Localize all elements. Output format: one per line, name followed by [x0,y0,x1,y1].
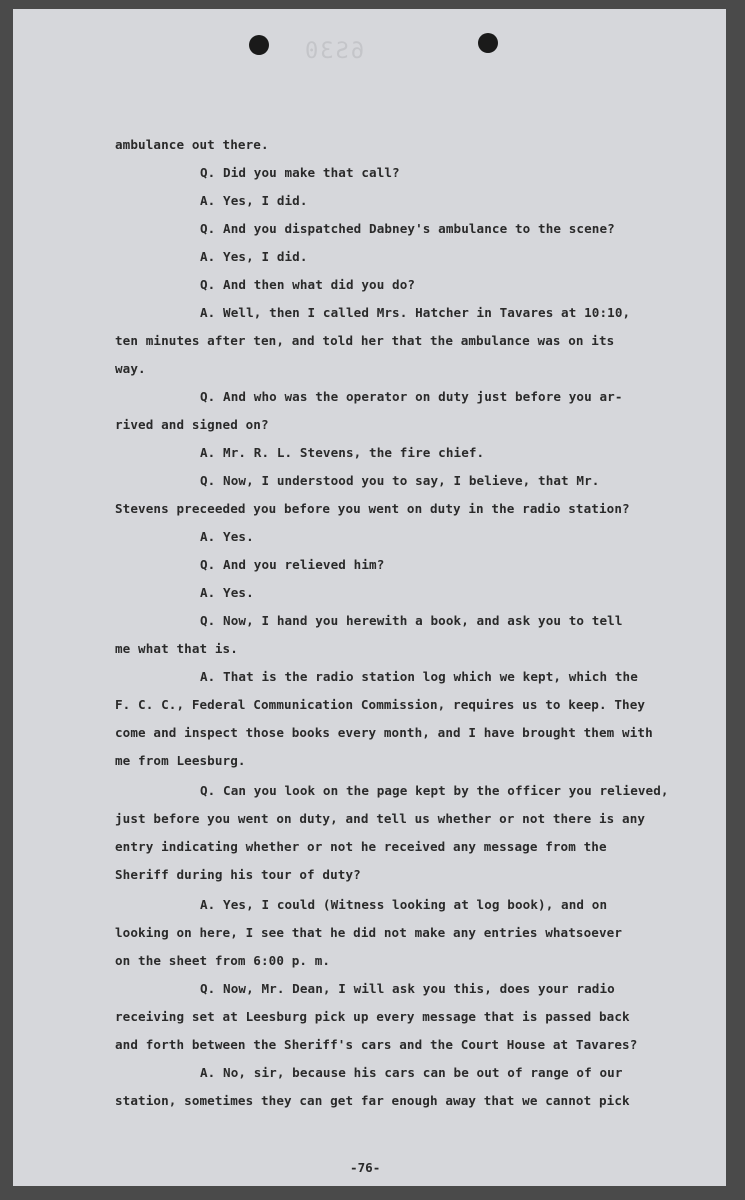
text-line: A. Mr. R. L. Stevens, the fire chief. [200,445,485,460]
text-line: me what that is. [115,641,238,656]
text-line: Sheriff during his tour of duty? [115,867,361,882]
text-line: rived and signed on? [115,417,269,432]
text-line: A. No, sir, because his cars can be out of range of our [200,1065,623,1080]
text-line: A. Yes, I did. [200,193,308,208]
text-line: way. [115,361,146,376]
binder-hole-left [249,35,269,55]
text-line: come and inspect those books every month, and I have brought them with [115,725,653,740]
text-line: Q. Now, I hand you herewith a book, and ask you to tell [200,613,623,628]
text-line: entry indicating whether or not he received any message from the [115,839,607,854]
text-line: ten minutes after ten, and told her that the ambulance was on its [115,333,615,348]
bleed-through-text: 6S30 [303,39,364,64]
text-line: A. Well, then I called Mrs. Hatcher in Tavares at 10:10, [200,305,631,320]
text-line: A. Yes, I did. [200,249,308,264]
binder-hole-right [478,33,498,53]
text-line: Q. Now, I understood you to say, I believe, that Mr. [200,473,600,488]
text-line: Q. And you relieved him? [200,557,385,572]
text-line: looking on here, I see that he did not make any entries whatsoever [115,925,623,940]
text-line: station, sometimes they can get far enough away that we cannot pick [115,1093,630,1108]
text-line: me from Leesburg. [115,753,246,768]
text-line: Q. Can you look on the page kept by the officer you relieved, [200,783,669,798]
text-line: receiving set at Leesburg pick up every message that is passed back [115,1009,630,1024]
text-line: and forth between the Sheriff's cars and the Court House at Tavares? [115,1037,638,1052]
text-line: Q. Now, Mr. Dean, I will ask you this, does your radio [200,981,615,996]
text-line: on the sheet from 6:00 p. m. [115,953,331,968]
text-line: A. Yes, I could (Witness looking at log book), and on [200,897,608,912]
text-line: Q. Did you make that call? [200,165,400,180]
text-line: Q. And who was the operator on duty just before you ar- [200,389,623,404]
text-line: A. That is the radio station log which we kept, which the [200,669,638,684]
page-number: -76- [350,1160,381,1175]
text-line: F. C. C., Federal Communication Commission, requires us to keep. They [115,697,646,712]
text-line: A. Yes. [200,529,254,544]
text-line: just before you went on duty, and tell us whether or not there is any [115,811,646,826]
text-line: ambulance out there. [115,137,269,152]
text-line: Q. And then what did you do? [200,277,416,292]
text-line: A. Yes. [200,585,254,600]
text-line: Q. And you dispatched Dabney's ambulance to the scene? [200,221,615,236]
text-line: Stevens preceeded you before you went on duty in the radio station? [115,501,630,516]
